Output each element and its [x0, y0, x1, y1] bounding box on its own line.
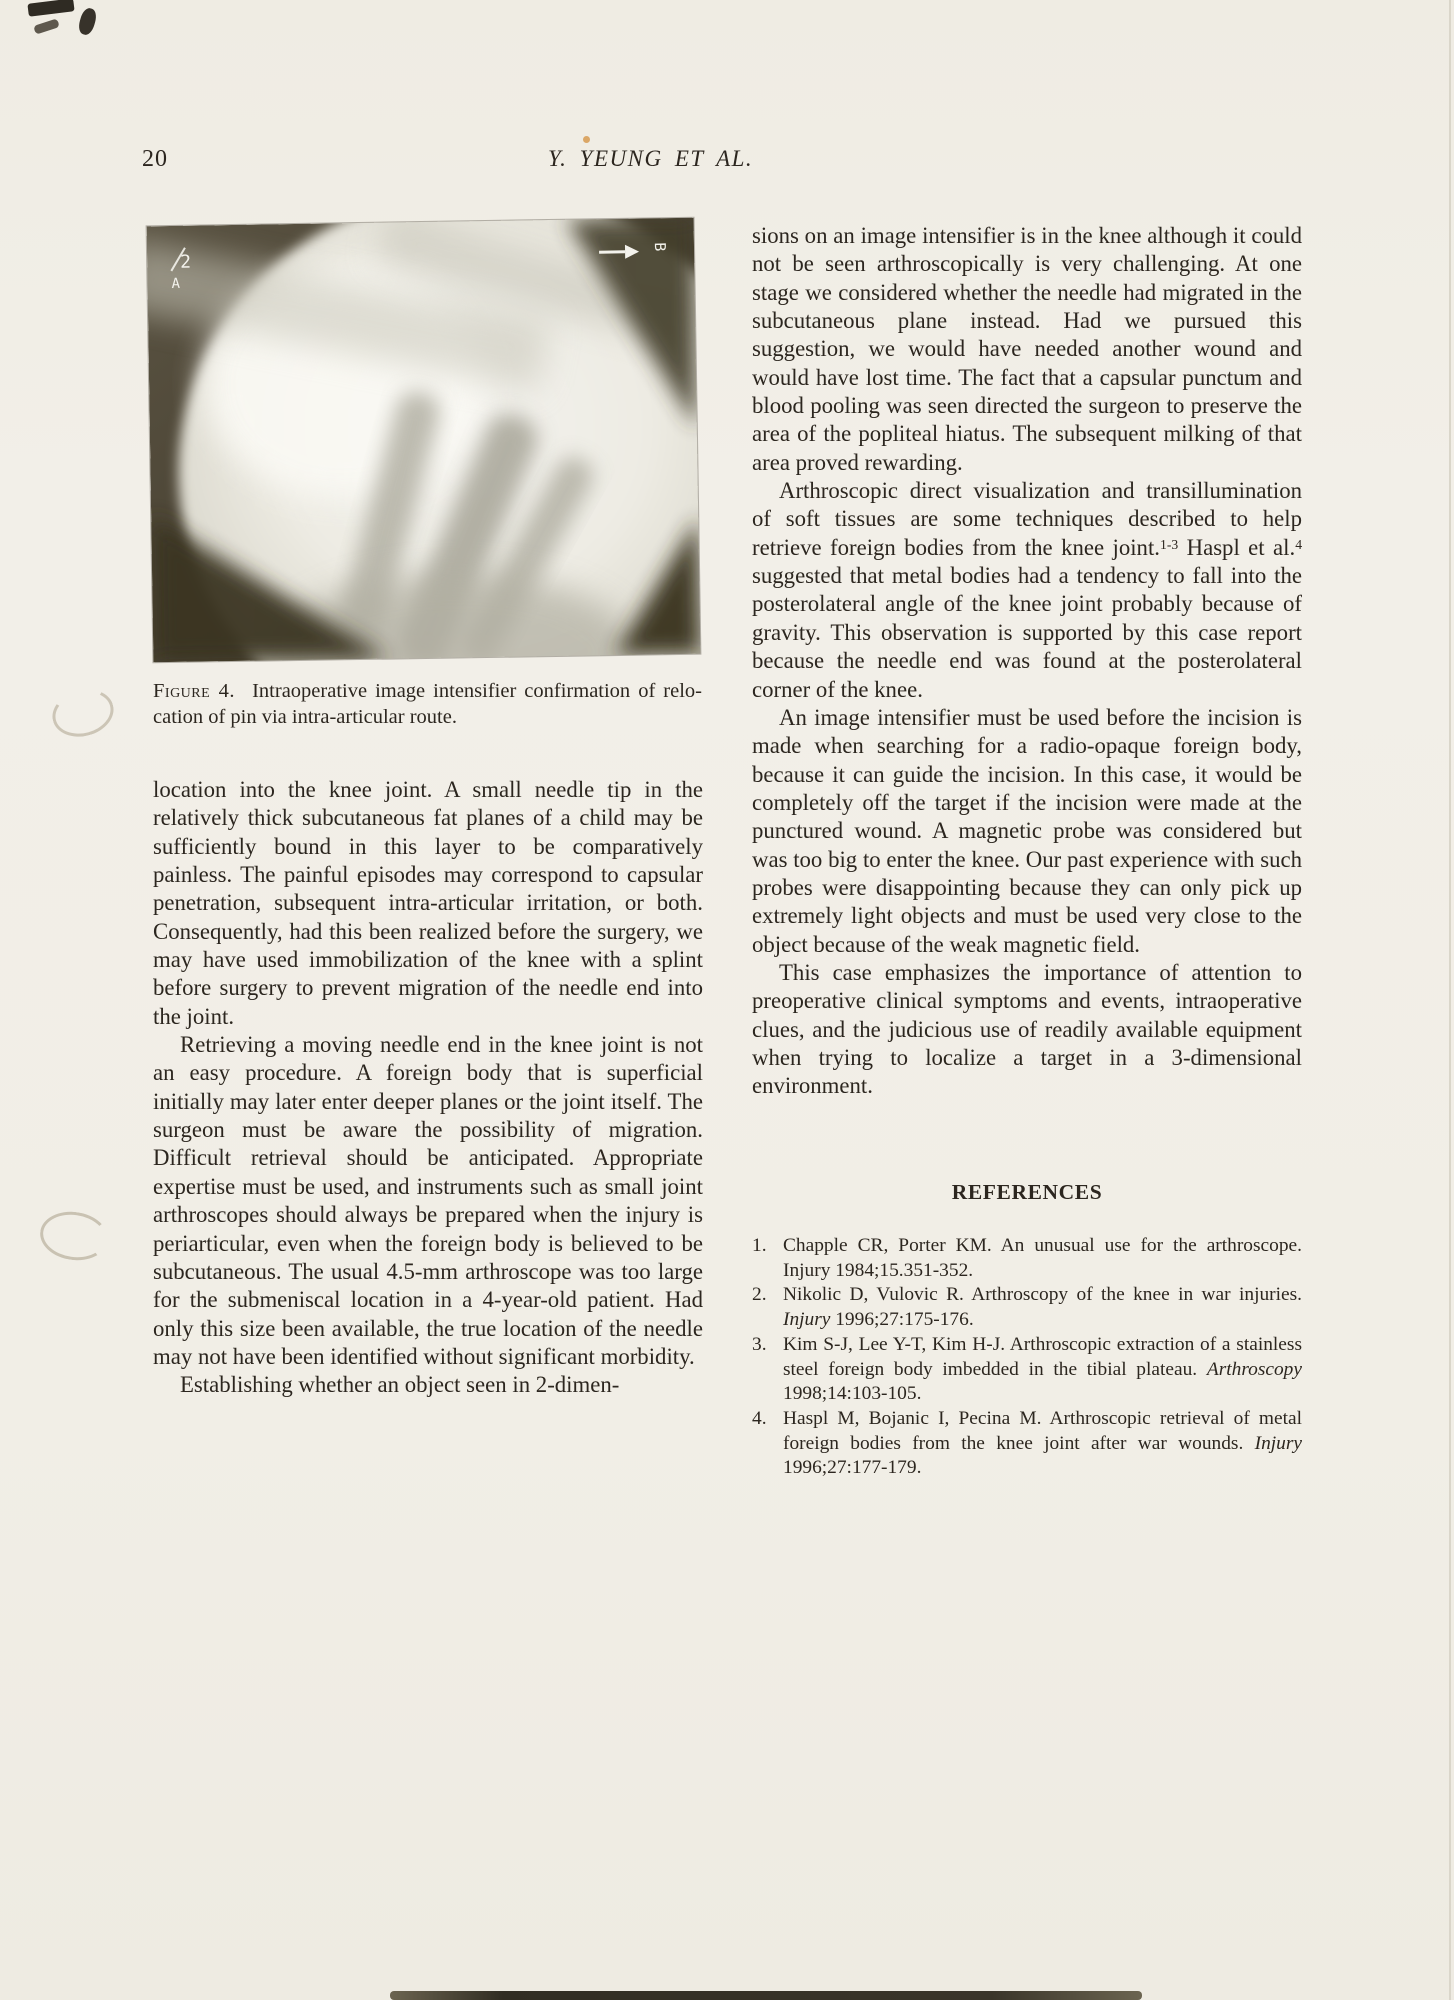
reference-text: Chapple CR, Porter KM. An unusual use for the arthroscope. Injury 1984;15.351-352.	[783, 1235, 1302, 1281]
reference-text: Kim S-J, Lee Y-T, Kim H-J. Arthroscopic extraction of a stainless steel foreign body imbedded in the tibial plateau. Arthroscopy 1998;14:103-105.	[783, 1333, 1302, 1405]
figure-caption	[153, 679, 702, 731]
running-head: Y. YEUNG ET AL.	[548, 146, 754, 171]
scan-edge-line	[1449, 0, 1451, 2000]
references-section	[752, 1180, 1302, 1481]
xray-image	[147, 218, 701, 663]
scan-artifact-loop	[37, 1208, 111, 1265]
reference-number: 2.	[752, 1284, 767, 1306]
reference-item	[752, 1283, 1302, 1332]
references-list	[752, 1234, 1302, 1481]
xray-marker-a-letter: A	[171, 275, 181, 292]
scan-artifact-loop	[47, 683, 119, 743]
reference-number: 3.	[752, 1333, 767, 1355]
paragraph: Establishing whether an object seen in 2-dimen-	[180, 1372, 620, 1398]
right-column	[752, 222, 1302, 1101]
figure-caption-label: Figure 4.	[153, 680, 236, 702]
xray-marker-b-letter: B	[650, 242, 670, 252]
left-column	[153, 776, 703, 1400]
reference-text: Nikolic D, Vulovic R. Arthroscopy of the knee in war injuries. Injury 1996;27:175-176.	[783, 1284, 1302, 1331]
scan-artifact-speck	[583, 136, 590, 143]
scan-artifact-mark	[77, 6, 99, 36]
reference-item	[752, 1234, 1302, 1283]
reference-text: Haspl M, Bojanic I, Pecina M. Arthroscopic retrieval of metal foreign bodies from the knee joint after war wounds. Injury 1996;27:177-179.	[783, 1407, 1302, 1479]
paragraph: This case emphasizes the importance of attention to preoperative clinical symptoms and events, intraoperative clues, and the judicious use of readily available equipment when trying to localize a target in a 3-dimensional environment.	[752, 959, 1302, 1099]
scan-artifact-strip	[390, 1991, 1142, 2000]
page-number: 20	[142, 146, 168, 172]
figure-4	[150, 222, 702, 731]
figure-caption-text: Intraoperative image intensifier confirmation of relocation of pin via intra-articular route.	[153, 680, 702, 728]
reference-item	[752, 1407, 1302, 1481]
paragraph: Retrieving a moving needle end in the knee joint is not an easy procedure. A foreign body that is superficial initially may later enter deeper planes or the joint itself. The surgeon must be aware the possibility of migration. Difficult retrieval should be anticipated. Appropriate expertise must be used, and instruments such as small joint arthroscopes should always be prepared when the injury is periarticular, even when the foreign body is believed to be subcutaneous. The usual 4.5-mm arthroscope was too large for the submeniscal location in a 4-year-old patient. Had only this size been available, the true location of the needle may not have been identified without significant morbidity.	[153, 1032, 703, 1369]
reference-number: 1.	[752, 1235, 767, 1256]
paragraph: An image intensifier must be used before the incision is made when searching for a radio-opaque foreign body, because it can guide the incision. In this case, it would be completely off the target if the incision were made at the punctured wound. A magnetic probe was considered but was too big to enter the knee. Our past experience with such probes were disappointing because they can only pick up extremely light objects and must be used very close to the object because of the weak magnetic field.	[752, 704, 1302, 957]
scan-artifact-mark	[33, 18, 60, 34]
reference-number: 4.	[752, 1407, 767, 1429]
paragraph: sions on an image intensifier is in the knee although it could not be seen arthroscopically is very challenging. At one stage we considered whether the needle had migrated in the subcutaneous plane instead. Had we pursued this suggestion, we would have needed another wound and would have lost time. The fact that a capsular punctum and blood pooling was seen directed the surgeon to preserve the area of the popliteal hiatus. The subsequent milking of that area proved rewarding.	[752, 223, 1302, 475]
reference-item	[752, 1333, 1302, 1407]
xray-marker-a-number: 2	[180, 251, 192, 273]
paragraph: location into the knee joint. A small needle tip in the relatively thick subcutaneous fat planes of a child may be sufficiently bound in this layer to be comparatively painless. The painful episodes may correspond to capsular penetration, subsequent intra-articular irritation, or both. Consequently, had this been realized before the surgery, we may have used immobilization of the knee with a splint before surgery to prevent migration of the needle end into the joint.	[153, 777, 703, 1029]
references-heading: REFERENCES	[951, 1180, 1103, 1204]
scan-artifact-mark	[27, 0, 74, 17]
paragraph: Arthroscopic direct visualization and transillumination of soft tissues are some techniques described to help retrieve foreign bodies from the knee joint.$^{1-3}$ Haspl et al.$^4$ suggested that metal bodies had a tendency to fall into the posterolateral angle of the knee joint probably because of gravity. This observation is supported by this case report because the needle end was found at the posterolateral corner of the knee.	[752, 478, 1303, 702]
